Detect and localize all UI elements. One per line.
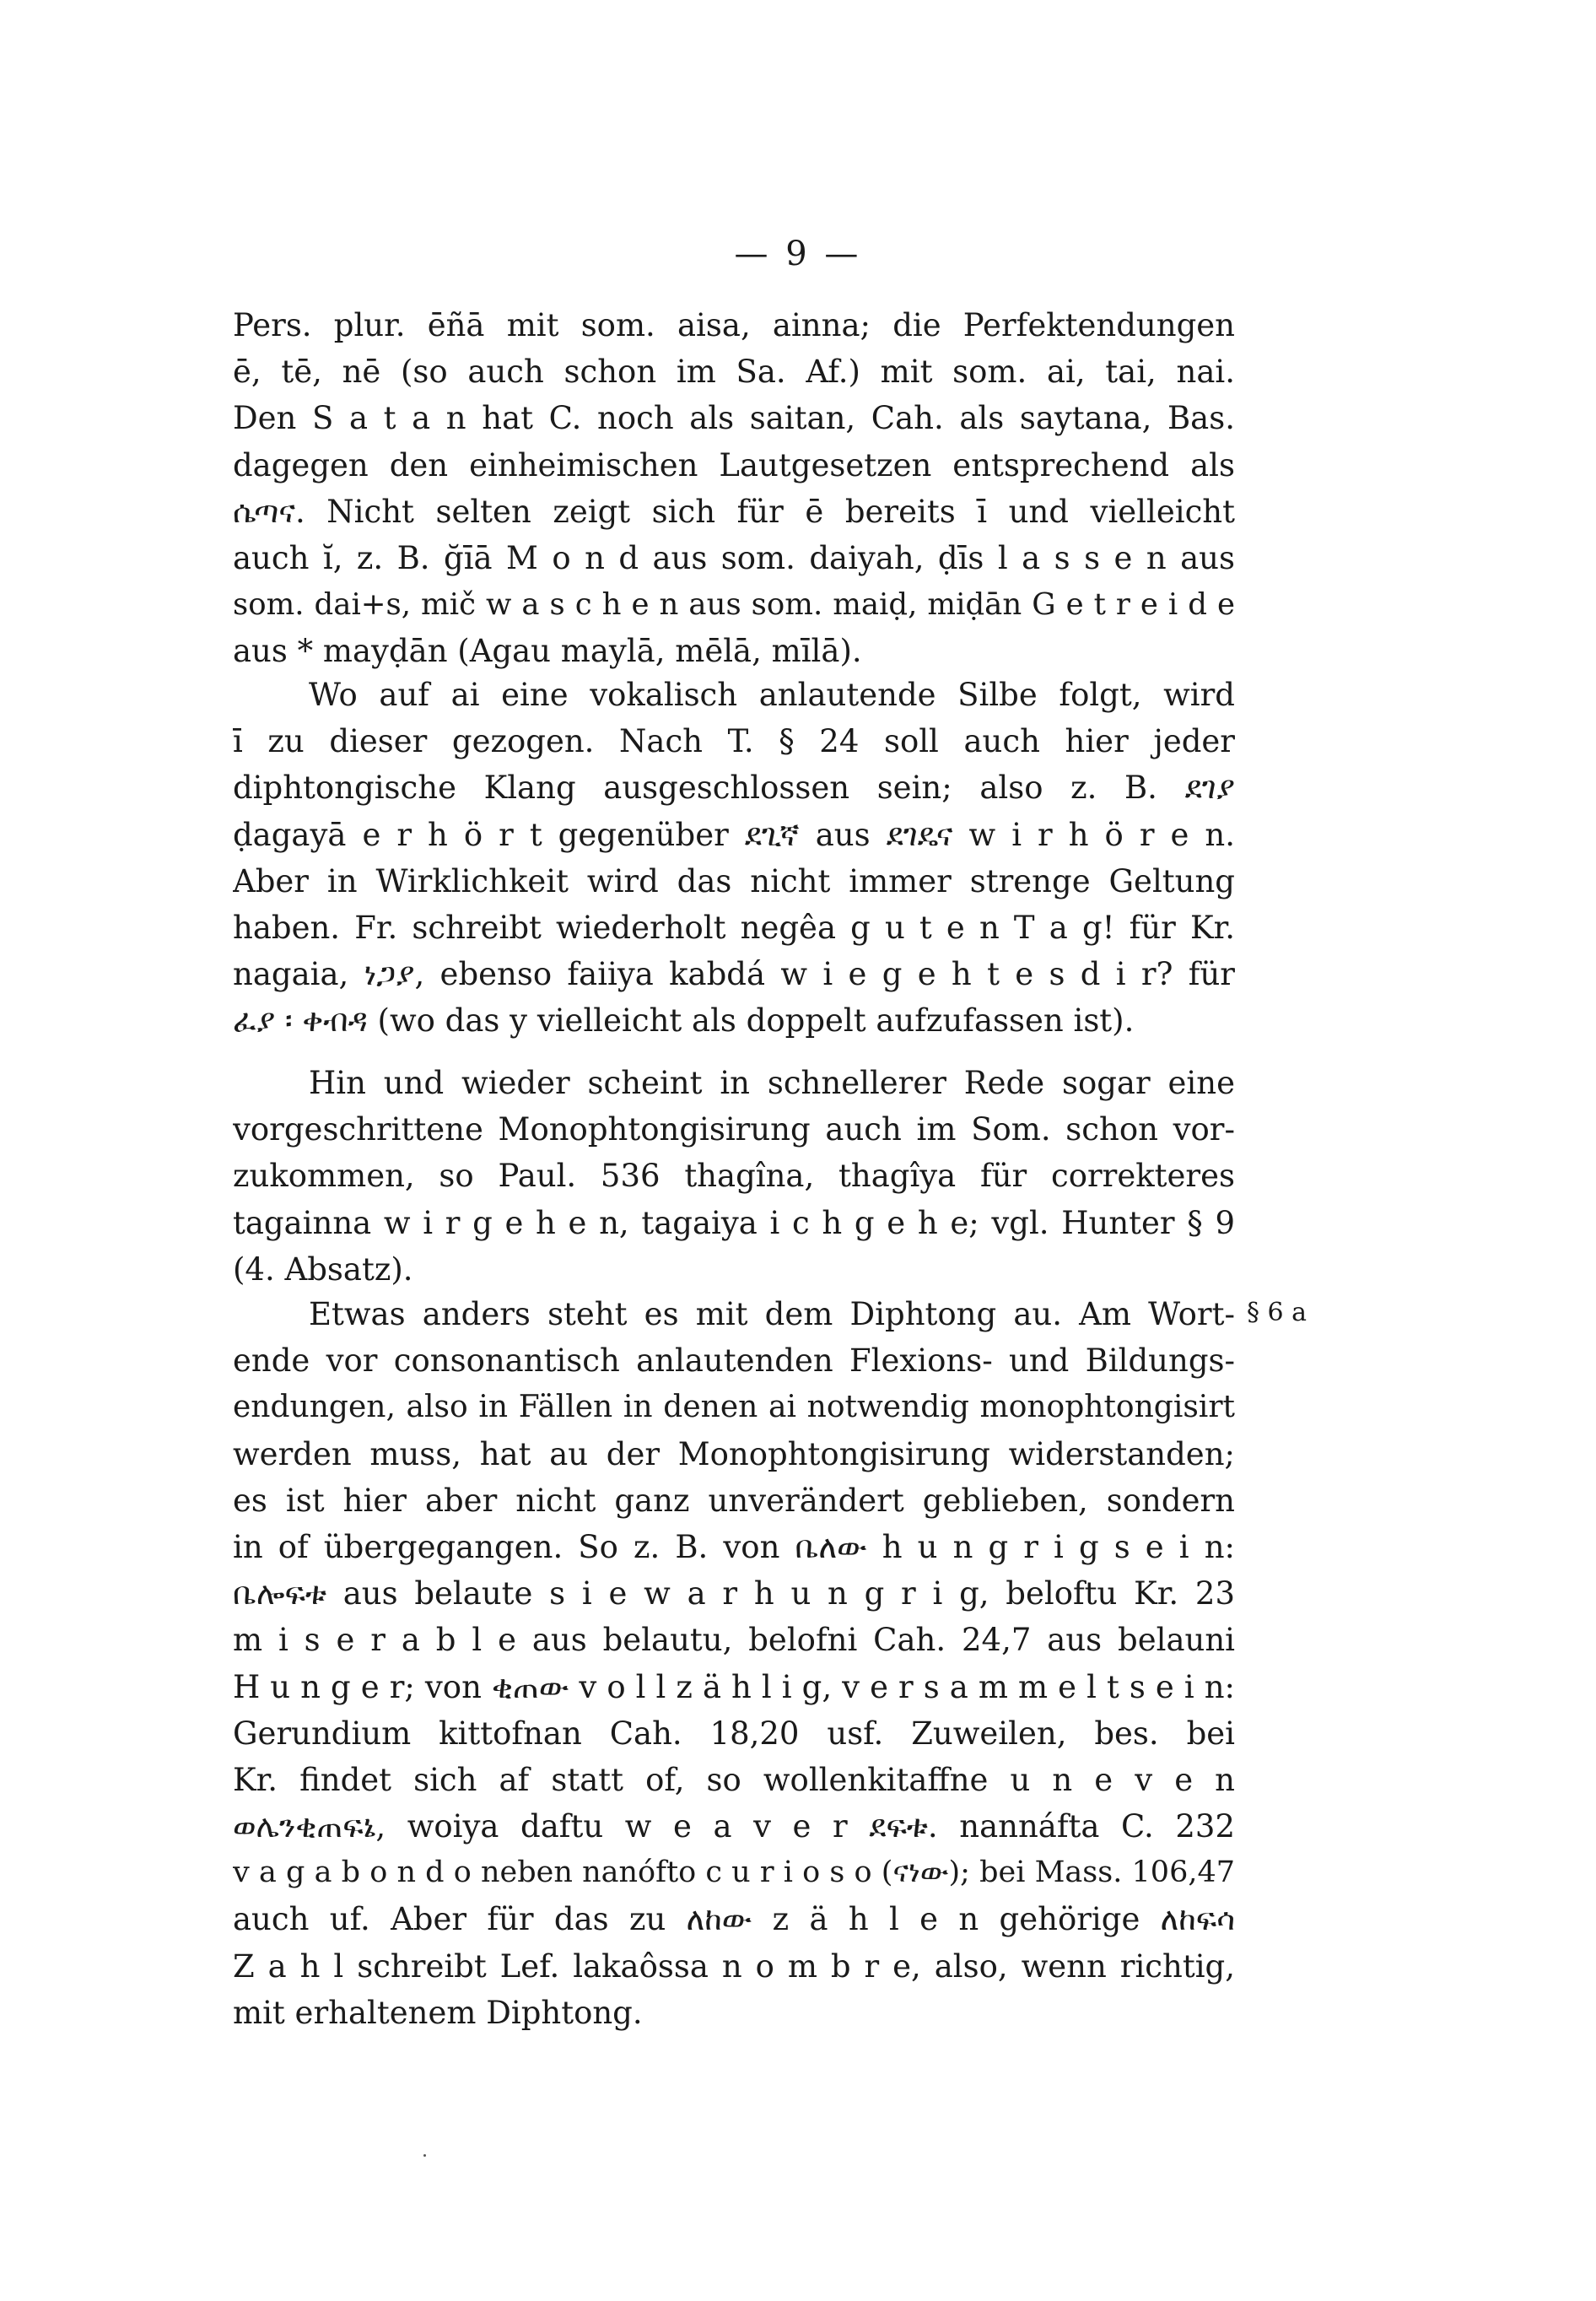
page-number: — 9 — [734, 235, 862, 273]
text-line: Z a h l schreibt Lef. lakaôssa n o m b r e, also, wenn richtig, [233, 1947, 1235, 1985]
text-line: Den S a t a n hat C. noch als saitan, Cah. als saytana, Bas. [233, 400, 1235, 437]
text-line: haben. Fr. schreibt wiederholt negêa g u t e n T a g! für Kr. [233, 909, 1235, 946]
text-line: tagainna w i r g e h e n, tagaiya i c h g e h e; vgl. Hunter § 9 [233, 1204, 1235, 1241]
paragraph-1 [233, 302, 1235, 675]
text-line: vorgeschrittene Monophtongisirung auch im Som. schon vor- [233, 1111, 1235, 1148]
text-line: es ist hier aber nicht ganz unverändert geblieben, sondern [233, 1482, 1235, 1519]
text-line: Aber in Wirklichkeit wird das nicht immer strenge Geltung [233, 862, 1235, 899]
text-line: ሴጣና. Nicht selten zeigt sich für ē bereits ī und vielleicht [233, 493, 1235, 530]
text-line: ወሌንቂጠፍኔ, woiya daftu w e a v e r ደፍቱ. nannáfta C. 232 [233, 1808, 1235, 1845]
text-line: mit erhaltenem Diphtong. [233, 1994, 643, 2031]
text-line: dagegen den einheimischen Lautgesetzen entsprechend als [233, 446, 1235, 483]
paragraph-4 [233, 1291, 1235, 2036]
text-line: ē, tē, nē (so auch schon im Sa. Af.) mit som. ai, tai, nai. [233, 354, 1235, 391]
text-line: Hin und wieder scheint in schnellerer Rede sogar eine [309, 1065, 1235, 1101]
text-line: auch uf. Aber für das zu ለከው z ä h l e n gehörige ለከፍሳ [233, 1901, 1235, 1938]
paragraph-2 [233, 672, 1235, 1045]
text-line: diphtongische Klang ausgeschlossen sein; also z. B. ደገያ [233, 770, 1235, 807]
text-line: v a g a b o n d o neben nanófto c u r i o s o (ናነው); bei Mass. 106,47 [233, 1855, 1235, 1890]
text-line: ቤሎፍቱ aus belaute s i e w a r h u n g r i g, beloftu Kr. 23 [233, 1575, 1235, 1612]
text-line: nagaia, ነጋያ, ebenso faiiya kabdá w i e g e h t e s d i r? für [233, 956, 1235, 993]
text-line: ende vor consonantisch anlautenden Flexions- und Bildungs- [233, 1342, 1235, 1380]
margin-note: § 6 a [1247, 1298, 1308, 1327]
text-line: in of übergegangen. So z. B. von ቤለው h u n g r i g s e i n: [233, 1528, 1235, 1565]
text-line: Gerundium kittofnan Cah. 18,20 usf. Zuweilen, bes. bei [233, 1715, 1235, 1752]
text-line: ī zu dieser gezogen. Nach T. § 24 soll auch hier jeder [233, 723, 1235, 760]
text-line: Kr. findet sich af statt of, so wollenkitaffne u n e v e n [233, 1761, 1235, 1798]
text-line: zukommen, so Paul. 536 thagîna, thagîya für correkteres [233, 1158, 1235, 1195]
text-line: Pers. plur. ēñā mit som. aisa, ainna; die Perfektendungen [233, 307, 1235, 343]
text-line: som. dai+s, mič w a s c h e n aus som. maiḍ, miḍān G e t r e i d e [233, 587, 1235, 623]
text-line: Wo auf ai eine vokalisch anlautende Silbe folgt, wird [309, 677, 1235, 713]
text-line: m i s e r a b l e aus belautu, belofni Cah. 24,7 aus belauni [233, 1622, 1235, 1659]
text-line: endungen, also in Fällen in denen ai notwendig monophtongisirt [233, 1390, 1235, 1425]
paragraph-3 [233, 1060, 1235, 1293]
text-line: ḍagayā e r h ö r t gegenüber ደጊኛ aus ደገዴና w i r h ö r e n. [233, 816, 1235, 853]
text-line: (4. Absatz). [233, 1250, 413, 1288]
text-line: Etwas anders steht es mit dem Diphtong au. Am Wort- [309, 1296, 1235, 1332]
text-line: ፈያ ፡ ቀብዳ (wo das y vielleicht als doppelt aufzufassen ist). [233, 1002, 1135, 1040]
text-line: aus * mayḍān (Agau maylā, mēlā, mīlā). [233, 633, 862, 670]
paper-speck [423, 2154, 426, 2157]
text-line: H u n g e r; von ቂጠው v o l l z ä h l i g, v e r s a m m e l t s e i n: [233, 1668, 1235, 1705]
text-line: werden muss, hat au der Monophtongisirung widerstanden; [233, 1435, 1235, 1472]
text-line: auch ĭ, z. B. ğīā M o n d aus som. daiyah, ḍīs l a s s e n aus [233, 539, 1235, 576]
